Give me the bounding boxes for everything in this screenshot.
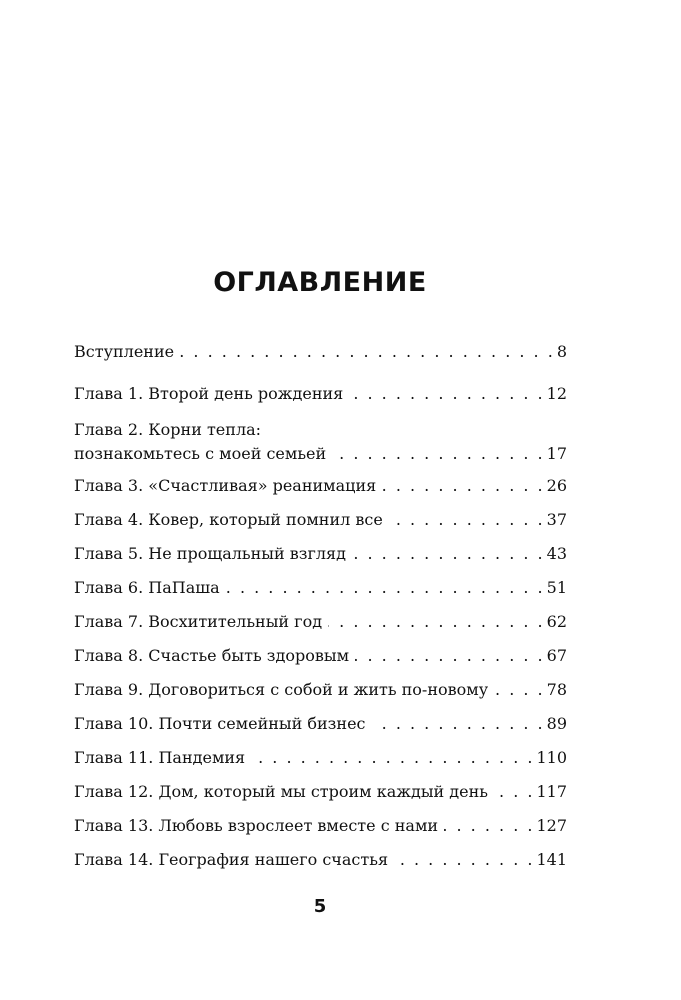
dot-leader <box>332 440 544 468</box>
dot-leader <box>328 608 545 636</box>
toc-entry-page: 78 <box>546 680 567 699</box>
toc-entry-chapter-6[interactable] <box>74 574 567 602</box>
toc-entry-title: Глава 7. Восхитительный год <box>74 612 323 631</box>
toc-entry-chapter-5[interactable] <box>74 540 567 568</box>
toc-entry-chapter-7[interactable] <box>74 608 567 636</box>
toc-entry-page: 26 <box>546 476 567 495</box>
dot-leader <box>180 338 555 366</box>
toc-entry-chapter-12[interactable] <box>74 778 567 806</box>
toc-line <box>74 710 567 738</box>
toc-entry-page: 51 <box>546 578 567 597</box>
toc-entry-introduction[interactable] <box>74 338 567 366</box>
toc-entry-title: Глава 1. Второй день рождения <box>74 384 344 403</box>
toc-line <box>74 574 567 602</box>
toc-line <box>74 812 567 840</box>
dot-leader <box>382 472 544 500</box>
toc-entry-title: Глава 14. География нашего счастья <box>74 850 389 869</box>
toc-entry-chapter-10[interactable] <box>74 710 567 738</box>
toc-entry-page: 8 <box>556 342 567 361</box>
toc-entry-chapter-8[interactable] <box>74 642 567 670</box>
toc-line <box>74 846 567 874</box>
toc-entry-page: 43 <box>546 544 567 563</box>
toc-entry-page: 127 <box>536 816 567 835</box>
toc-entry-chapter-11[interactable] <box>74 744 567 772</box>
toc-entry-title: Глава 5. Не прощальный взгляд <box>74 544 346 563</box>
dot-leader <box>251 744 534 772</box>
toc-line <box>74 472 567 500</box>
toc-line <box>74 440 567 468</box>
dot-leader <box>352 540 545 568</box>
toc-line <box>74 540 567 568</box>
toc-entry-page: 12 <box>546 384 567 403</box>
toc-entry-page: 67 <box>546 646 567 665</box>
dot-leader <box>226 574 545 602</box>
toc-entry-title-line-1: Глава 2. Корни тепла: <box>74 420 262 439</box>
page-number: 5 <box>313 896 327 917</box>
toc-entry-page: 110 <box>536 748 567 767</box>
page-title: ОГЛАВЛЕНИЕ <box>213 267 427 298</box>
toc-entry-title: Глава 10. Почти семейный бизнес <box>74 714 366 733</box>
toc-entry-chapter-3[interactable] <box>74 472 567 500</box>
toc-entry-page: 89 <box>546 714 567 733</box>
toc-entry-title: Глава 9. Договориться с собой и жить по-новому <box>74 680 489 699</box>
toc-line <box>74 676 567 704</box>
dot-leader <box>494 778 534 806</box>
dot-leader <box>372 710 545 738</box>
toc-line <box>74 642 567 670</box>
toc-line <box>74 506 567 534</box>
toc-line <box>74 778 567 806</box>
toc-line <box>74 380 567 408</box>
toc-entry-chapter-1[interactable] <box>74 380 567 408</box>
toc-entry-title: Глава 11. Пандемия <box>74 748 246 767</box>
toc-entry-chapter-4[interactable] <box>74 506 567 534</box>
dot-leader <box>355 642 545 670</box>
toc-entry-page: 117 <box>536 782 567 801</box>
toc-line <box>74 338 567 366</box>
toc-entry-title: Вступление <box>74 342 175 361</box>
toc-entry-title: Глава 4. Ковер, который помнил все <box>74 510 383 529</box>
toc-entry-title: познакомьтесь с моей семьей <box>74 444 327 463</box>
toc-entry-title: Глава 8. Счастье быть здоровым <box>74 646 350 665</box>
toc-entry-page: 62 <box>546 612 567 631</box>
toc-entry-chapter-9[interactable] <box>74 676 567 704</box>
toc-entry-title: Глава 3. «Счастливая» реанимация <box>74 476 377 495</box>
toc-entry-page: 37 <box>546 510 567 529</box>
toc-entry-chapter-13[interactable] <box>74 812 567 840</box>
toc-entry-page: 141 <box>536 850 567 869</box>
dot-leader <box>349 380 544 408</box>
toc-entry-title: Глава 6. ПаПаша <box>74 578 220 597</box>
toc-line <box>74 608 567 636</box>
dot-leader <box>444 812 534 840</box>
toc-entry-page: 17 <box>546 444 567 463</box>
dot-leader <box>389 506 545 534</box>
dot-leader <box>494 676 545 704</box>
dot-leader <box>394 846 534 874</box>
toc-entry-chapter-14[interactable] <box>74 846 567 874</box>
toc-entry-title: Глава 12. Дом, который мы строим каждый день <box>74 782 488 801</box>
toc-entry-title: Глава 13. Любовь взрослеет вместе с нами <box>74 816 439 835</box>
toc-entry-chapter-2[interactable] <box>74 416 567 468</box>
toc-line <box>74 744 567 772</box>
